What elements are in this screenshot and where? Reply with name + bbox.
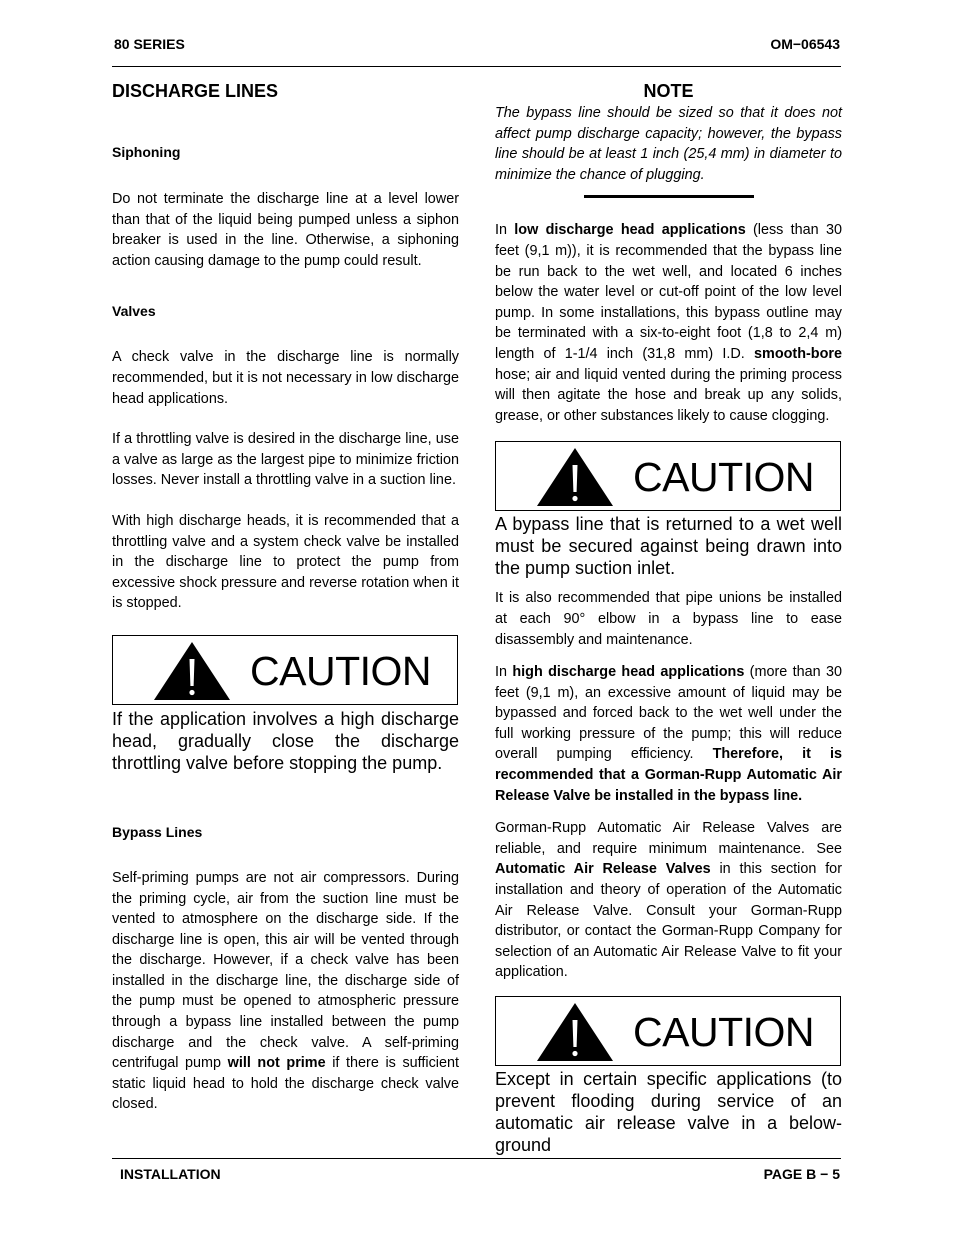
note-title: NOTE [643, 81, 694, 101]
caution-label-1: CAUTION [633, 454, 814, 501]
valves-heading: Valves [112, 303, 156, 320]
right-column [495, 80, 842, 1156]
high-head-paragraph: In high discharge head applications (more than 30 feet (9,1 m), an excessive amount of liquid may be bypassed and forced back to the wet well under the full working pressure of the pump; this will reduce overall pumping efficiency. Therefore, it is recommended that a Gorman-Rupp Automatic Air Release Valve be installed in the bypass line. [495, 664, 842, 804]
footer-page-number: PAGE B − 5 [763, 1166, 840, 1182]
low-head-paragraph: In low discharge head applications (less than 30 feet (9,1 m)), it is recommended that the bypass line be run back to the wet well, and located 6 inches below the water level or cut-off point of the low level pump. In some installations, this bypass outline may be terminated with a six-to-eight foot (1,8 to 2,4 m) length of 1-1/4 inch (31,8 mm) I.D. smooth-bore hose; air and liquid vented during the priming process will then agitate the hose and break up any solids, grease, or other substances likely to cause clogging. [495, 222, 842, 424]
siphoning-heading: Siphoning [112, 144, 181, 160]
air-release-paragraph: Gorman-Rupp Automatic Air Release Valves are reliable, and require minimum maintenance. See Automatic Air Release Valves in this section for installation and theory of operation of the Automatic Air Release Valve. Consult your Gorman-Rupp distributor, or contact the Gorman-Rupp Company for selection of an Automatic Air Release Valve to fit your application. [495, 820, 842, 981]
note-text: The bypass line should be sized so that it does not affect pump discharge capacity; however, the bypass line should be at least 1 inch (25,4 mm) in diameter to minimize the chance of plugging. [495, 105, 842, 183]
left-column [112, 80, 459, 1115]
caution-label-2: CAUTION [633, 1009, 814, 1055]
caution-label: CAUTION [250, 647, 431, 694]
header-doc-number: OM−06543 [770, 36, 840, 52]
bypass-paragraph: Self-priming pumps are not air compressors. During the priming cycle, air from the suction line must be vented to atmosphere on the discharge side. If the discharge line is open, this air will be vented through the discharge. However, if a check valve has been installed in the discharge line, the discharge side of the pump must be opened to atmospheric pressure through a bypass line installed between the pump discharge and the check valve. A self-priming centrifugal pump will not prime if there is sufficient static liquid head to hold the discharge check valve closed. [112, 869, 459, 1113]
header-series: 80 SERIES [114, 36, 185, 52]
caution-box-2 [495, 996, 841, 1066]
warning-triangle-icon [154, 642, 230, 700]
unions-paragraph: It is also recommended that pipe unions be installed at each 90° elbow in a bypass line to ease disassembly and maintenance. [495, 590, 842, 648]
footer-rule [112, 1158, 841, 1159]
caution-message-2: Except in certain specific applications (to prevent flooding during service of an automatic air release valve in a below-ground [495, 1069, 842, 1155]
caution-message: If the application involves a high discharge head, gradually close the discharge throttling valve before stopping the pump. [112, 708, 459, 773]
caution-box [112, 635, 458, 705]
header-rule [112, 66, 841, 67]
note-divider [584, 195, 754, 198]
valves-paragraph-1: A check valve in the discharge line is normally recommended, but it is not necessary in low discharge head applications. [112, 349, 459, 407]
bypass-heading: Bypass Lines [112, 823, 203, 840]
caution-message-1: A bypass line that is returned to a wet well must be secured against being drawn into the pump suction inlet. [495, 514, 842, 579]
valves-paragraph-2: If a throttling valve is desired in the discharge line, use a valve as large as the largest pipe to minimize friction losses. Never install a throttling valve in a suction line. [112, 431, 459, 489]
caution-box-1 [495, 441, 841, 511]
valves-paragraph-3: With high discharge heads, it is recommended that a throttling valve and a system check valve be installed in the discharge line to protect the pump from excessive shock pressure and reverse rotation when it is stopped. [112, 512, 459, 612]
warning-triangle-icon [537, 1003, 613, 1061]
section-title: DISCHARGE LINES [112, 81, 279, 101]
footer-section: INSTALLATION [120, 1166, 221, 1182]
siphoning-paragraph: Do not terminate the discharge line at a level lower than that of the liquid being pumped unless a siphon breaker is used in the line. Otherwise, a siphoning action causing damage to the pump could result. [112, 191, 459, 269]
warning-triangle-icon [537, 448, 613, 506]
